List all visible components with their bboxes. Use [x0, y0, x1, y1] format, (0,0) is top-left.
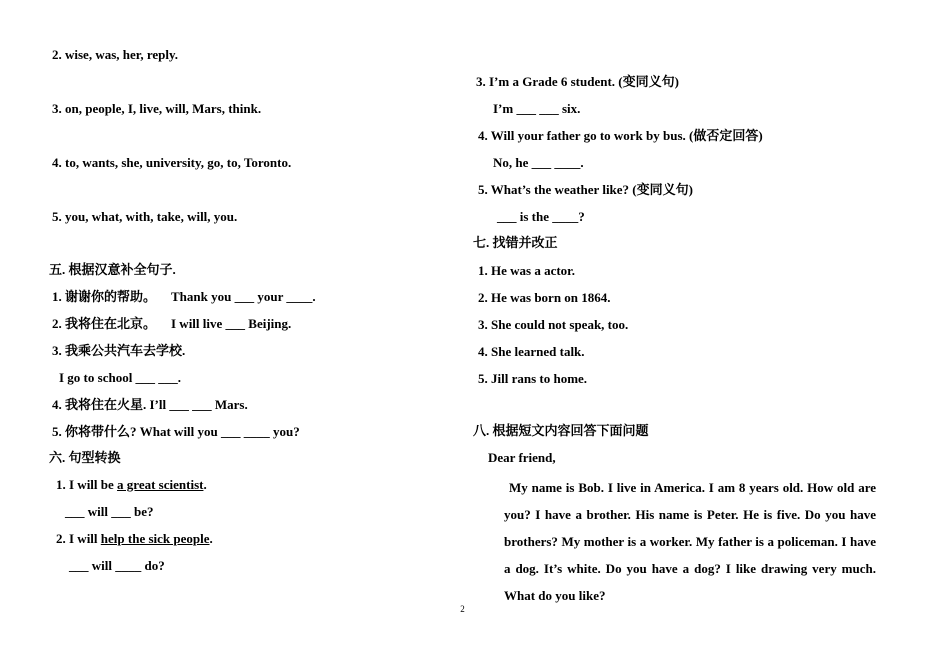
letter-passage-text: My name is Bob. I live in America. I am 8 years old. How old are you? I have a brother. His name is Peter. He is five. Do you have brothers? My mother is a worker. My father is a policeman. I have a dog. It’s white. Do you have a dog? I like drawing very much. What do you like?	[504, 480, 876, 603]
s5-item-1-en: Thank you ___ your ____.	[171, 289, 316, 304]
letter-passage	[504, 474, 876, 609]
s6-item-2-pre: 2. I will	[56, 531, 101, 546]
page-number: 2	[460, 604, 465, 614]
s7-item-5: 5. Jill rans to home.	[478, 371, 588, 386]
s7-item-4: 4. She learned talk.	[478, 344, 585, 359]
section-5-title: 五. 根据汉意补全句子.	[49, 262, 176, 277]
s6-item-1-pre: 1. I will be	[56, 477, 118, 492]
right-item-3-answer: I’m ___ ___ six.	[493, 101, 581, 116]
s5-item-3-en: I go to school ___ ___.	[59, 370, 182, 385]
right-item-4-answer: No, he ___ ____.	[493, 155, 584, 170]
s5-item-5: 5. 你将带什么? What will you ___ ____ you?	[52, 424, 300, 439]
s6-item-1-answer: ___ will ___ be?	[65, 504, 154, 519]
s7-item-2: 2. He was born on 1864.	[478, 290, 611, 305]
s6-item-2	[56, 531, 213, 547]
s6-item-1-underlined: a great scientist	[117, 477, 204, 492]
s5-item-3-cn: 3. 我乘公共汽车去学校.	[52, 343, 186, 358]
s5-item-2-en: I will live ___ Beijing.	[171, 316, 292, 331]
s5-item-1-cn: 1. 谢谢你的帮助。	[52, 289, 157, 304]
left-line-2: 2. wise, was, her, reply.	[52, 47, 179, 62]
s5-item-2-cn: 2. 我将住在北京。	[52, 316, 157, 331]
s6-item-2-answer: ___ will ____ do?	[69, 558, 165, 573]
right-item-3: 3. I’m a Grade 6 student. (变同义句)	[476, 74, 679, 89]
right-item-4: 4. Will your father go to work by bus. (做否定回答)	[478, 128, 763, 143]
left-line-5: 5. you, what, with, take, will, you.	[52, 209, 238, 224]
s6-item-2-post: .	[209, 531, 213, 546]
s5-item-4: 4. 我将住在火星. I’ll ___ ___ Mars.	[52, 397, 248, 412]
section-8-title: 八. 根据短文内容回答下面问题	[473, 423, 649, 438]
right-item-5-answer: ___ is the ____?	[497, 209, 585, 224]
left-line-4: 4. to, wants, she, university, go, to, Toronto.	[52, 155, 292, 170]
section-6-title: 六. 句型转换	[49, 450, 121, 465]
s7-item-3: 3. She could not speak, too.	[478, 317, 629, 332]
right-item-5: 5. What’s the weather like? (变同义句)	[478, 182, 693, 197]
s6-item-1	[56, 477, 207, 493]
s6-item-2-underlined: help the sick people	[100, 531, 210, 546]
s6-item-1-post: .	[203, 477, 207, 492]
left-line-3: 3. on, people, I, live, will, Mars, think.	[52, 101, 262, 116]
section-7-title: 七. 找错并改正	[473, 235, 558, 250]
s7-item-1: 1. He was a actor.	[478, 263, 576, 278]
letter-greeting: Dear friend,	[488, 450, 556, 465]
